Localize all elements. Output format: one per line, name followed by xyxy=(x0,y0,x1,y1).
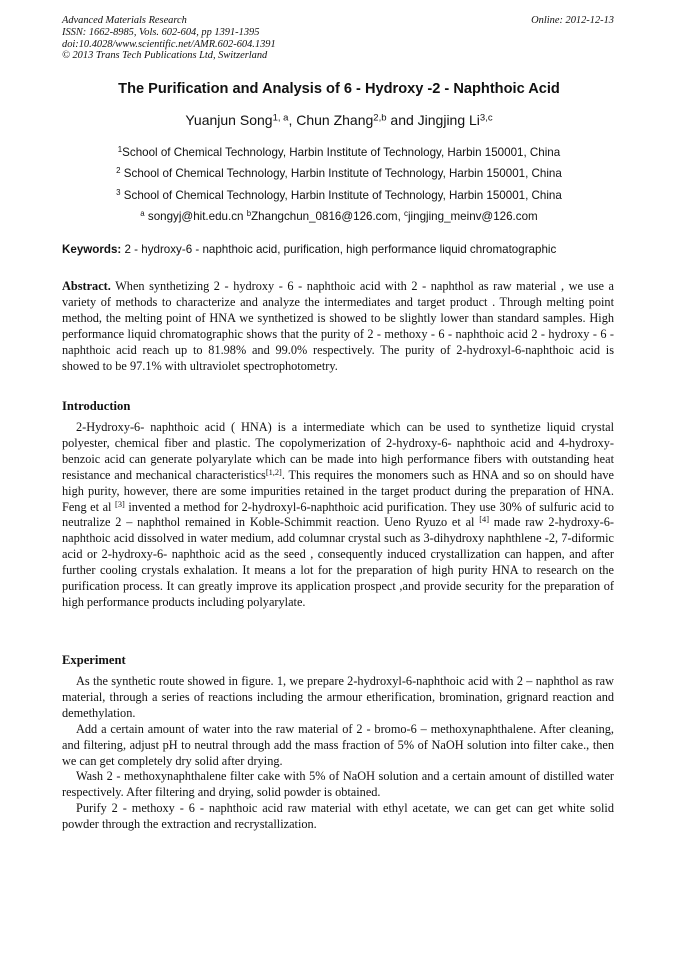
experiment-paragraph: Add a certain amount of water into the raw material of 2 - bromo-6 – methoxynaphthalene. After cleaning, and filtering, adjust pH to neutral through add the mass fraction of 5% of NaOH solution into filter cake., then we can get completely dry solid after drying. xyxy=(62,721,614,768)
email-b: Zhangchun_0816@126.com, xyxy=(251,210,405,223)
email-sup: c xyxy=(404,209,408,219)
intro-text: invented a method for 2-hydroxyl-6-naphthoic acid purification. They use 30% of sulfuric acid to neutralize 2 – naphthol remained in Koble-Schimmit reaction. Ueno Ryuzo et al xyxy=(62,499,614,530)
email-c: jingjing_meinv@126.com xyxy=(407,210,538,223)
journal-name: Advanced Materials Research xyxy=(62,15,187,26)
abstract xyxy=(62,279,614,374)
abstract-label: Abstract. xyxy=(62,279,111,293)
introduction-body xyxy=(62,420,614,611)
citation: [3] xyxy=(115,499,125,509)
author-name: Yuanjun Song xyxy=(185,112,273,128)
author-sup: 2,b xyxy=(373,112,387,124)
author-sep: and xyxy=(386,112,418,128)
keywords-text: 2 - hydroxy-6 - naphthoic acid, purification, high performance liquid chromatographic xyxy=(121,243,557,256)
author-sep: , xyxy=(288,112,297,128)
paper-title: The Purification and Analysis of 6 - Hydroxy -2 - Naphthoic Acid xyxy=(118,81,560,97)
email-line xyxy=(0,210,678,224)
keywords-label: Keywords: xyxy=(62,243,122,256)
online-date: Online: 2012-12-13 xyxy=(531,15,614,26)
citation: [4] xyxy=(479,515,489,525)
experiment-paragraph: As the synthetic route showed in figure. 1, we prepare 2-hydroxyl-6-naphthoic acid with 2 – naphthol as raw material, through a series of reactions including the armour etherification, bromination, grignard reaction and demethylation. xyxy=(62,674,614,720)
author-name: Jingjing Li xyxy=(417,112,480,128)
affiliation-sup: 2 xyxy=(116,166,121,176)
intro-text: . This requires the monomers such as HNA and so on should have high purity, however, there are some impurities retained in the target product during the preparation of HNA. Feng et al xyxy=(62,467,614,514)
affiliation-2 xyxy=(0,167,678,181)
introduction-heading: Introduction xyxy=(62,399,131,413)
abstract-text: When synthetizing 2 - hydroxy - 6 - naphthoic acid with 2 - naphthol as raw material , we use a variety of methods to characterize and analyze the intermediates and target product . Through melting point method, the melting point of HNA we synthetized is showed to be slightly lower than standard samples. High performance liquid chromatographic shows that the purity of 2 - methoxy - 6 - naphthoic acid 2 - hydroxy - 6 - naphthoic acid reach up to 81.98% and 99.0% respectively. The purity of 2-hydroxyl-6-naphthoic acid is showed to be 97.1% with ultraviolet spectrophotometry. xyxy=(62,279,614,373)
affiliation-sup: 3 xyxy=(116,188,121,198)
affiliation-text: School of Chemical Technology, Harbin Institute of Technology, Harbin 150001, China xyxy=(120,189,562,202)
issn-line: ISSN: 1662-8985, Vols. 602-604, pp 1391-1395 xyxy=(62,26,260,38)
email-sup: b xyxy=(246,209,252,219)
intro-text: 2-Hydroxy-6- naphthoic acid ( HNA) is a intermediate which can be used to synthetize liquid crystal polyester, chemical fiber and plastic. The copolymerization of 2-hydroxy-6- naphthoic acid and 4-hydroxy-benzoic acid can generate polyarylate which can be made into high performance fibers with outstanding heat resistance and mechanical characteristics xyxy=(62,420,614,482)
affiliation-sup: 1 xyxy=(117,145,123,155)
author-sup: 1, a xyxy=(272,112,289,124)
email-a: songyj@hit.edu.cn xyxy=(144,210,244,223)
citation: [1,2] xyxy=(265,467,282,477)
author-list xyxy=(0,111,678,129)
affiliation-text: School of Chemical Technology, Harbin Institute of Technology, Harbin 150001, China xyxy=(122,146,561,159)
author-name: Chun Zhang xyxy=(296,112,374,128)
experiment-paragraph: Purify 2 - methoxy - 6 - naphthoic acid raw material with ethyl acetate, we can get can get white solid powder through the extraction and recrystallization. xyxy=(62,801,614,832)
author-sup: 3,c xyxy=(479,112,493,124)
intro-text: made raw 2-hydroxy-6- naphthoic acid dissolved in water medium, add columnar crystal such as 3-dihydroxy naphthlene -2, 7-diformic acid or 2-hydroxy-6- naphthoic acid as the seed , consequently induced crystallization can happen, and after further cooling crystals exhalation. It means a lot for the preparation of high purity HNA to research on the purification process. It can greatly improve its application prospect ,and provide security for the preparation of high performance products including polyarylate. xyxy=(62,515,614,609)
experiment-body xyxy=(62,674,614,833)
affiliation-text: School of Chemical Technology, Harbin Institute of Technology, Harbin 150001, China xyxy=(120,167,562,180)
affiliation-3 xyxy=(0,189,678,203)
affiliation-1 xyxy=(0,146,678,160)
doi-line: doi:10.4028/www.scientific.net/AMR.602-604.1391 xyxy=(62,38,276,50)
running-header-left xyxy=(62,15,276,62)
experiment-paragraph: Wash 2 - methoxynaphthalene filter cake with 5% of NaOH solution and a certain amount of distilled water respectively. After filtering and drying, solid powder is obtained. xyxy=(62,769,614,800)
email-sup: a xyxy=(140,209,145,219)
experiment-heading: Experiment xyxy=(62,653,126,667)
copyright-line: © 2013 Trans Tech Publications Ltd, Switzerland xyxy=(62,50,268,62)
keywords xyxy=(62,243,616,257)
